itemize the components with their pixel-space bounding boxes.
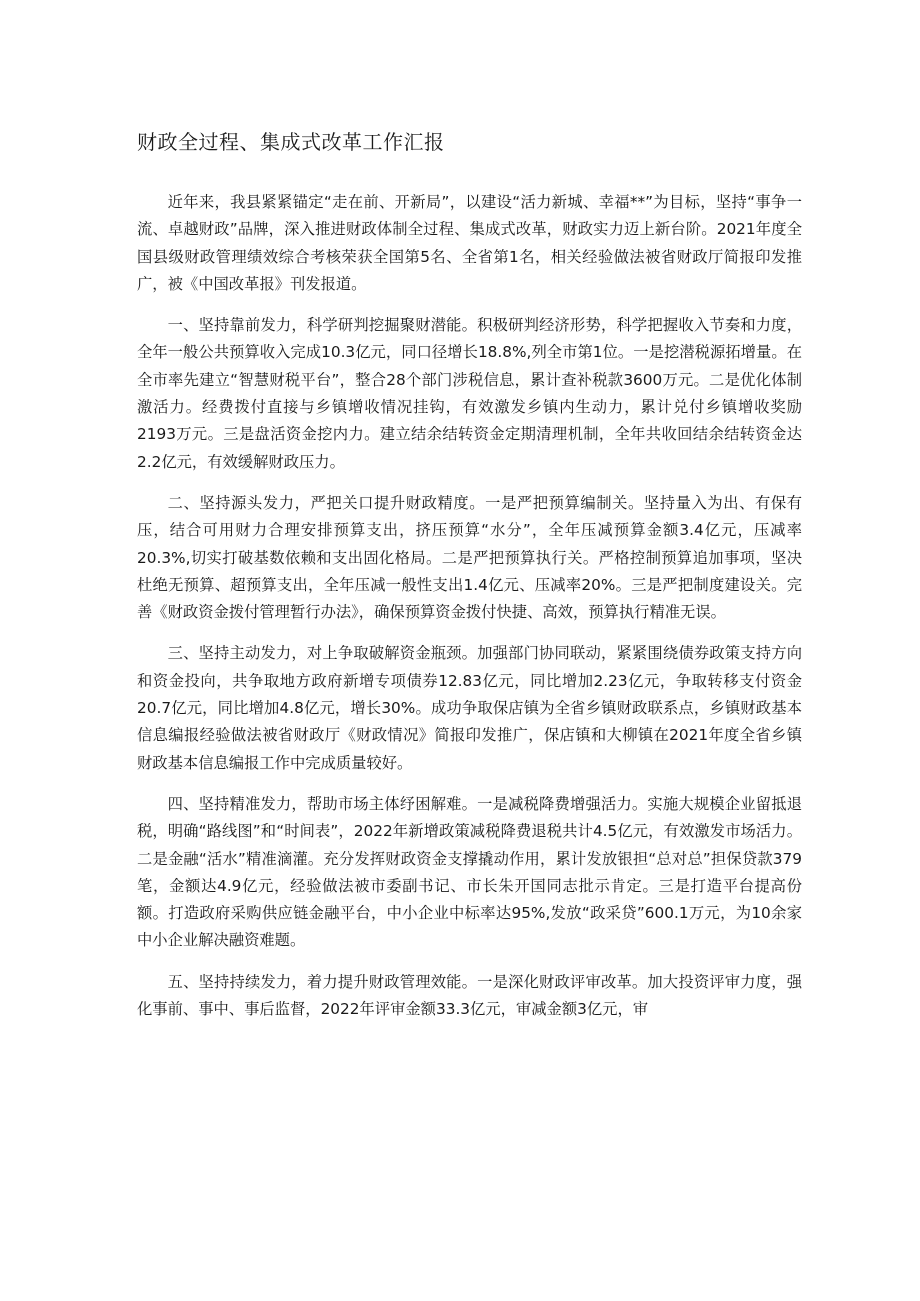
paragraph-section-5: 五、坚持持续发力，着力提升财政管理效能。一是深化财政评审改革。加大投资评审力度，强化事前、事中、事后监督，2022年评审金额33.3亿元，审减金额3亿元，审 (137, 972, 802, 1019)
paragraph-section-3: 三、坚持主动发力，对上争取破解资金瓶颈。加强部门协同联动，紧紧围绕债券政策支持方向和资金投向，共争取地方政府新增专项债券12.83亿元，同比增加2.23亿元，争取转移支付资金20.7亿元，同比增加4.8亿元，增长30%。成功争取保店镇为全省乡镇财政联系点，乡镇财政基本信息编报经验做法被省财政厅《财政情况》简报印发推广，保店镇和大柳镇在2021年度全省乡镇财政基本信息编报工作中完成质量较好。 (137, 644, 802, 772)
paragraph-intro: 近年来，我县紧紧锚定“走在前、开新局”，以建设“活力新城、幸福**”为目标，坚持“事争一流、卓越财政”品牌，深入推进财政体制全过程、集成式改革，财政实力迈上新台阶。2021年度全国县级财政管理绩效综合考核荣获全国第5名、全省第1名，相关经验做法被省财政厅简报印发推广，被《中国改革报》刊发报道。 (137, 193, 802, 293)
paragraph-section-2: 二、坚持源头发力，严把关口提升财政精度。一是严把预算编制关。坚持量入为出、有保有压，结合可用财力合理安排预算支出，挤压预算“水分”，全年压减预算金额3.4亿元，压减率20.3%,切实打破基数依赖和支出固化格局。二是严把预算执行关。严格控制预算追加事项，坚决杜绝无预算、超预算支出，全年压减一般性支出1.4亿元、压减率20%。三是严把制度建设关。完善《财政资金拨付管理暂行办法》，确保预算资金拨付快捷、高效，预算执行精准无误。 (137, 493, 802, 622)
document-title: 财政全过程、集成式改革工作汇报 (137, 130, 445, 154)
paragraph-section-4: 四、坚持精准发力，帮助市场主体纾困解难。一是减税降费增强活力。实施大规模企业留抵退税，明确“路线图”和“时间表”，2022年新增政策减税降费退税共计4.5亿元，有效激发市场活力。二是金融“活水”精准滴灌。充分发挥财政资金支撑撬动作用，累计发放银担“总对总”担保贷款379笔，金额达4.9亿元，经验做法被市委副书记、市长朱开国同志批示肯定。三是打造平台提高份额。打造政府采购供应链金融平台，中小企业中标率达95%,发放“政采贷”600.1万元，为10余家中小企业解决融资难题。 (137, 794, 802, 950)
paragraph-section-1: 一、坚持靠前发力，科学研判挖掘聚财潜能。积极研判经济形势，科学把握收入节奏和力度，全年一般公共预算收入完成10.3亿元，同口径增长18.8%,列全市第1位。一是挖潜税源拓增量。在全市率先建立“智慧财税平台”，整合28个部门涉税信息，累计查补税款3600万元。二是优化体制激活力。经费拨付直接与乡镇增收情况挂钩，有效激发乡镇内生动力，累计兑付乡镇增收奖励2193万元。三是盘活资金挖内力。建立结余结转资金定期清理机制，全年共收回结余结转资金达2.2亿元，有效缓解财政压力。 (137, 316, 802, 471)
